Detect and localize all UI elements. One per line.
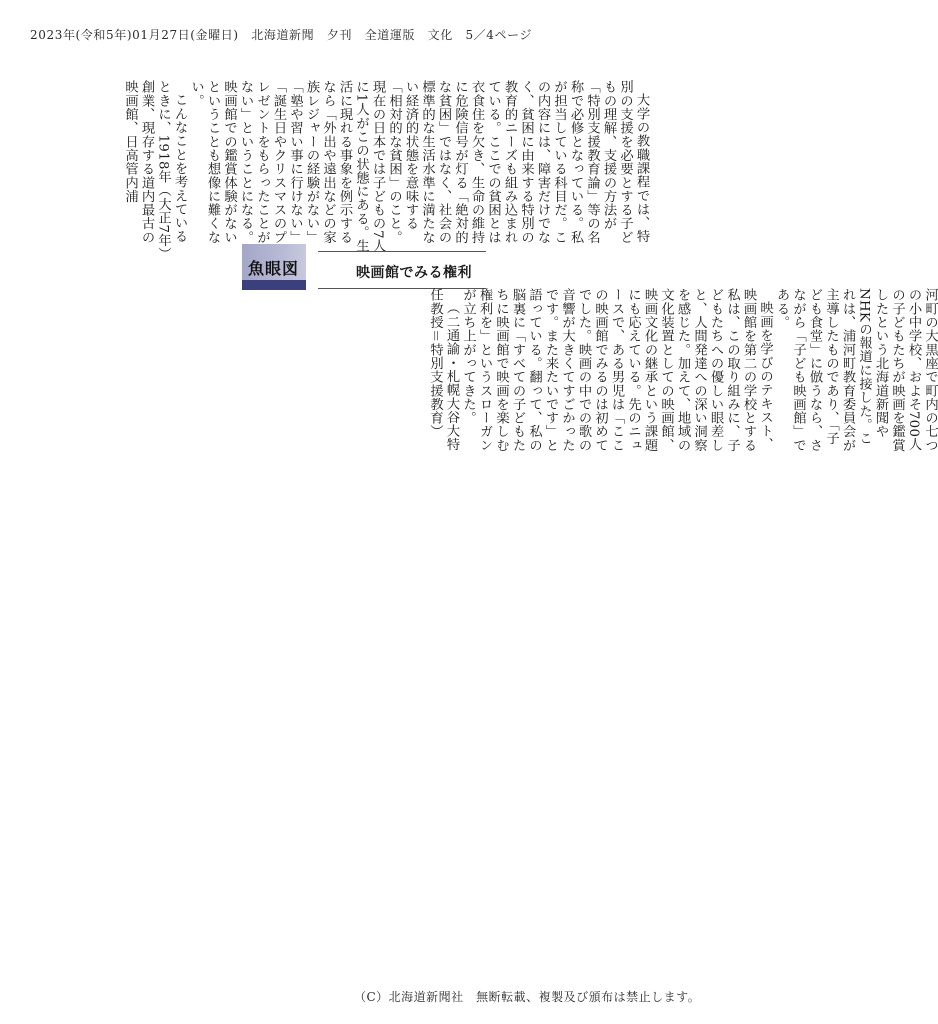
paragraph-2-start: こんなことを考えているときに、1918年（大正7年）創業、現存する道内最古の映画館、日高管内浦 — [122, 80, 187, 254]
column-logo — [242, 244, 306, 290]
byline: （二通諭・札幌大谷大特任教授＝特別支援教育） — [427, 288, 459, 452]
title-rule-top — [318, 251, 486, 252]
logo-stripe — [242, 280, 306, 290]
article-title: 映画館でみる権利 — [356, 265, 472, 281]
article-body-lower — [426, 288, 938, 456]
page-header: 2023年(令和5年)01月27日(金曜日) 北海道新聞 夕刊 全道運版 文化 5／4ページ — [30, 28, 533, 42]
article-body-upper — [121, 80, 649, 256]
column-name: 魚眼図 — [248, 259, 300, 278]
paragraph-2-continued: 河町の大黒座で町内の七つの小中学校、およそ700人の子どもたちが映画を鑑賞したという北海道新聞やNHKの報道に接した。これは、浦河町教育委員会が主導したものであり、「子ども食堂」に倣うなら、さながら「子ども映画館」である。 — [774, 288, 938, 452]
paragraph-3: 映画を学びのテキスト、映画館を第二の学校とする私は、この取り組みに、子どもたちへの優しい眼差しと、人間発達への深い洞察を感じた。加えて、地域の文化装置としての映画館、映画文化の継承という課題にも応えている。先のニュースで、ある男児は「ここの映画館でみるのは初めてでした。映画の中での歌の音響が大きくてすごかったです。また来たいです」と語っている。翻って、私の脳裏に「すべての子どもたちに映画館で映画を楽しむ権利を」というスローガンが立ち上がってきた。 — [460, 288, 773, 452]
copyright-notice: （C）北海道新聞社 無断転載、複製及び頒布は禁止します。 — [354, 990, 701, 1004]
paragraph-1: 大学の教職課程では、特別の支援を必要とする子どもの理解、支援の方法が「特別支援教育論」等の名称で必修となっている。私が担当している科目だ。この内容には、障害だけでなく、貧困に由来する特別の教育的ニーズも組み込まれている。ここでの貧困とは衣食住を欠き、生命の維持に危険信号が灯る「絶対的な貧困」ではなく、社会の標準的な生活水準に満たない経済的状態を意味する「相対的な貧困」のこと。現在の日本では子どもの7人に1人がこの状態にある。生活に現れる事象を例示するなら「外出や遠出などの家族レジャーの経験がない」「塾や習い事に行けない」「誕生日やクリスマスのプレゼントをもらったことがない」ということになる。映画館での鑑賞体験がないということも想像に難くない。 — [188, 80, 649, 253]
